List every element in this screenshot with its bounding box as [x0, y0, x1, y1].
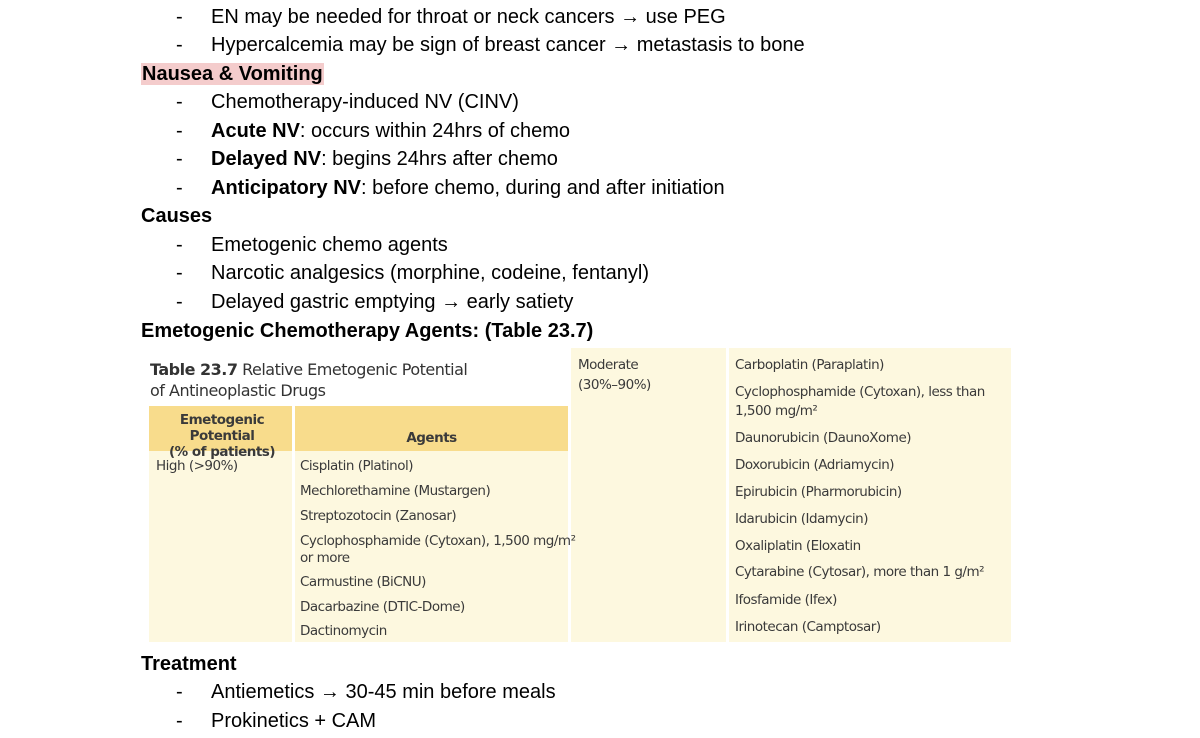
bullet-marker: - — [176, 681, 183, 703]
agent-item: Carmustine (BiCNU) — [300, 574, 426, 590]
bullet-marker: - — [176, 262, 183, 284]
header-agents: Agents — [406, 430, 457, 446]
note-line: Chemotherapy-induced NV (CINV) — [211, 91, 519, 113]
agent-item: Cyclophosphamide (Cytoxan), 1,500 mg/m² — [300, 533, 576, 549]
note-line: EN may be needed for throat or neck cancers → use PEG — [211, 6, 726, 28]
section-heading-nausea: Nausea & Vomiting — [142, 63, 323, 85]
potential-moderate-range: (30%–90%) — [578, 377, 651, 393]
bullet-marker: - — [176, 91, 183, 113]
note-line: Delayed gastric emptying → early satiety — [211, 291, 574, 313]
table-caption-line2: of Antineoplastic Drugs — [150, 381, 326, 400]
bullet-marker: - — [176, 234, 183, 256]
bullet-marker: - — [176, 6, 183, 28]
agent-item: Idarubicin (Idamycin) — [735, 511, 868, 527]
header-potential: Emetogenic Potential (% of patients) — [168, 412, 276, 460]
note-line: Delayed NV: begins 24hrs after chemo — [211, 148, 558, 170]
section-heading-treatment: Treatment — [141, 653, 237, 675]
potential-moderate: Moderate — [578, 357, 639, 373]
agent-item: Epirubicin (Pharmorubicin) — [735, 484, 902, 500]
agent-item: Cytarabine (Cytosar), more than 1 g/m² — [735, 564, 985, 580]
note-line: Prokinetics + CAM — [211, 710, 377, 732]
note-line: Anticipatory NV: before chemo, during and after initiation — [211, 177, 725, 199]
agent-item: Cyclophosphamide (Cytoxan), less than — [735, 384, 985, 400]
agent-item: Dactinomycin — [300, 623, 387, 639]
agent-item: Mechlorethamine (Mustargen) — [300, 483, 491, 499]
note-line: Antiemetics → 30-45 min before meals — [211, 681, 556, 703]
note-line: Emetogenic chemo agents — [211, 234, 448, 256]
agent-item: Ifosfamide (Ifex) — [735, 592, 837, 608]
note-line: Hypercalcemia may be sign of breast cancer → metastasis to bone — [211, 34, 805, 56]
agent-item: Streptozotocin (Zanosar) — [300, 508, 457, 524]
section-heading-causes: Causes — [141, 205, 213, 227]
agent-item: Carboplatin (Paraplatin) — [735, 357, 884, 373]
agent-item: Dacarbazine (DTIC-Dome) — [300, 599, 465, 615]
table-caption: Table 23.7 Relative Emetogenic Potential — [150, 360, 468, 379]
agent-item: Oxaliplatin (Eloxatin — [735, 538, 861, 554]
section-heading-agents: Emetogenic Chemotherapy Agents: (Table 23.7) — [141, 320, 594, 342]
note-line: Acute NV: occurs within 24hrs of chemo — [211, 120, 571, 142]
bullet-marker: - — [176, 148, 183, 170]
agent-item: 1,500 mg/m² — [735, 403, 818, 419]
agent-item: or more — [300, 550, 350, 566]
bullet-marker: - — [176, 291, 183, 313]
agent-item: Doxorubicin (Adriamycin) — [735, 457, 895, 473]
column-divider — [726, 348, 729, 642]
bullet-marker: - — [176, 120, 183, 142]
agent-item: Cisplatin (Platinol) — [300, 458, 414, 474]
bullet-marker: - — [176, 177, 183, 199]
bullet-marker: - — [176, 710, 183, 732]
agent-item: Daunorubicin (DaunoXome) — [735, 430, 912, 446]
note-line: Narcotic analgesics (morphine, codeine, fentanyl) — [211, 262, 649, 284]
potential-high: High (>90%) — [156, 458, 238, 474]
bullet-marker: - — [176, 34, 183, 56]
agent-item: Irinotecan (Camptosar) — [735, 619, 881, 635]
